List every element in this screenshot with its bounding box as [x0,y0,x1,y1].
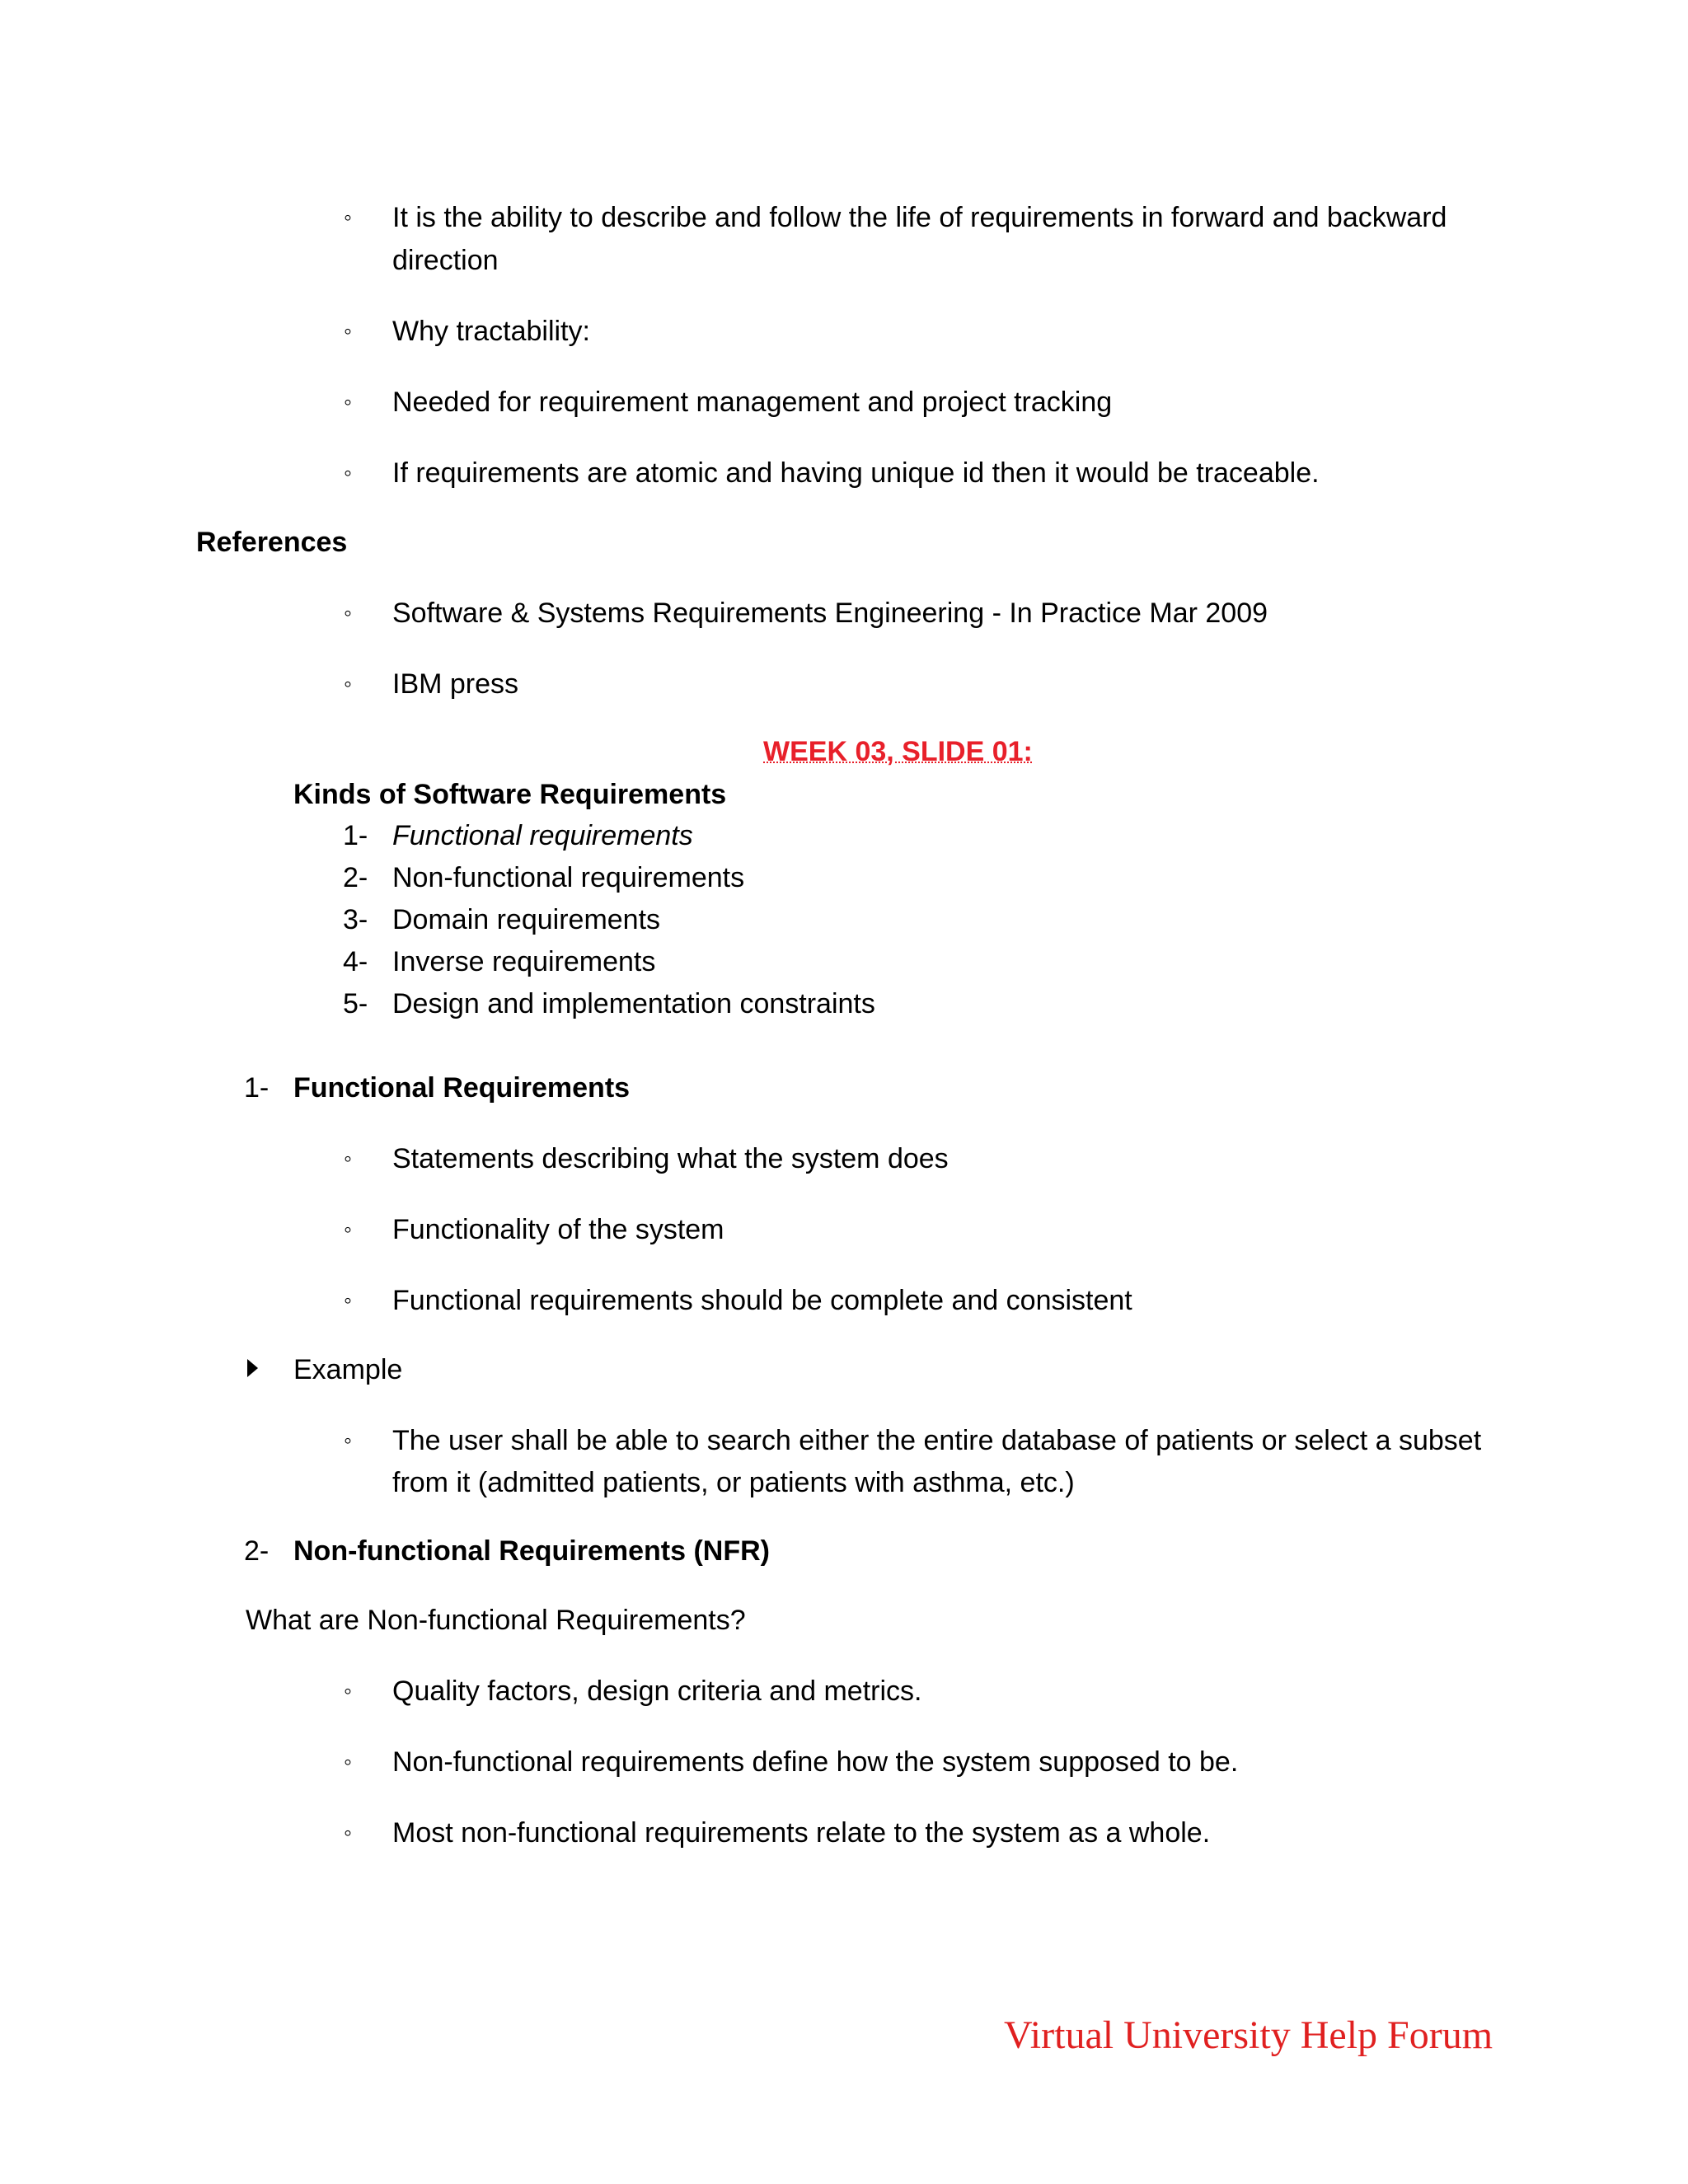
kinds-item-number: 1- [343,820,368,851]
bullet-marker: ◦ [344,204,352,230]
bullet-marker: ◦ [344,1216,352,1242]
kinds-item-design: Design and implementation constraints [392,988,875,1019]
nonfunctional-heading: Non-functional Requirements (NFR) [293,1535,770,1567]
kinds-item-functional: Functional requirements [392,820,693,851]
bullet-marker: ◦ [344,600,352,626]
kinds-item-inverse: Inverse requirements [392,946,656,977]
intro-bullet-4: If requirements are atomic and having unique id then it would be traceable. [392,457,1320,489]
functional-heading: Functional Requirements [293,1072,631,1104]
kinds-item-number: 2- [343,862,368,893]
bullet-marker: ◦ [344,1287,352,1313]
intro-bullet-3: Needed for requirement management and project tracking [392,387,1113,418]
nonfunctional-question: What are Non-functional Requirements? [246,1605,746,1636]
reference-item-1: Software & Systems Requirements Engineering - In Practice Mar 2009 [392,598,1268,629]
section-number: 2- [244,1535,270,1567]
example-label: Example [293,1354,403,1385]
functional-bullet-2: Functionality of the system [392,1214,724,1245]
functional-bullet-1: Statements describing what the system does [392,1143,949,1174]
week-slide-heading: WEEK 03, SLIDE 01: [763,736,1033,767]
kinds-item-nonfunctional: Non-functional requirements [392,862,745,893]
example-line-1: The user shall be able to search either the entire database of patients or select a subset [392,1425,1482,1456]
example-line-2: from it (admitted patients, or patients with asthma, etc.) [392,1467,1075,1498]
bullet-marker: ◦ [344,1146,352,1171]
bullet-marker: ◦ [344,671,352,696]
functional-bullet-3: Functional requirements should be complete and consistent [392,1285,1132,1316]
intro-bullet-1-line-2: direction [392,245,499,276]
kinds-item-number: 3- [343,904,368,935]
kinds-item-domain: Domain requirements [392,904,661,935]
kinds-item-number: 5- [343,988,368,1019]
footer-watermark: Virtual University Help Forum [1004,2013,1493,2057]
bullet-marker: ◦ [344,318,352,344]
nonfunctional-bullet-2: Non-functional requirements define how the system supposed to be. [392,1746,1239,1778]
reference-item-2: IBM press [392,668,519,700]
references-heading: References [196,527,348,558]
triangle-bullet-icon [247,1359,258,1377]
bullet-marker: ◦ [344,1749,352,1774]
nonfunctional-bullet-3: Most non-functional requirements relate to the system as a whole. [392,1817,1211,1849]
bullet-marker: ◦ [344,1678,352,1704]
kinds-heading: Kinds of Software Requirements [293,779,727,810]
intro-bullet-2: Why tractability: [392,316,590,347]
section-number: 1- [244,1072,270,1104]
kinds-item-number: 4- [343,946,368,977]
intro-bullet-1-line-1: It is the ability to describe and follow the life of requirements in forward and backward [392,202,1447,233]
bullet-marker: ◦ [344,460,352,485]
bullet-marker: ◦ [344,1427,352,1453]
nonfunctional-bullet-1: Quality factors, design criteria and metrics. [392,1675,922,1707]
bullet-marker: ◦ [344,1820,352,1845]
bullet-marker: ◦ [344,389,352,415]
